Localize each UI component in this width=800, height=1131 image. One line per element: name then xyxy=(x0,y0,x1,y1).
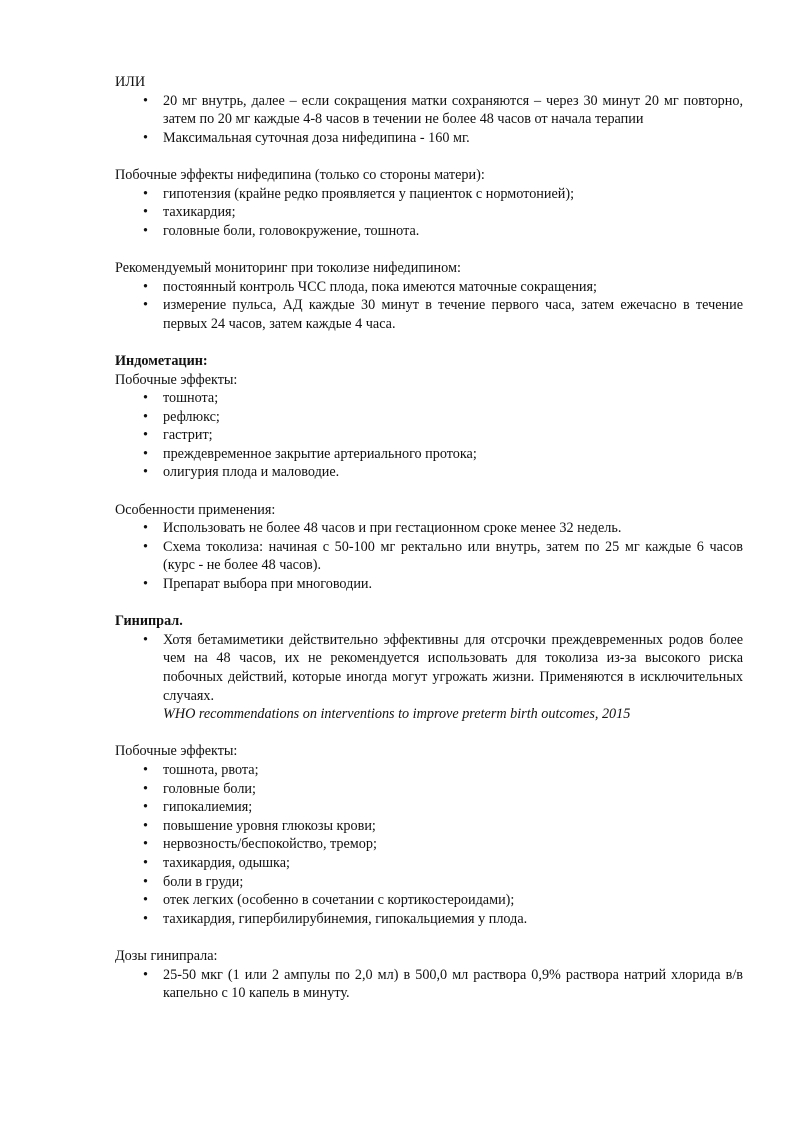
list-item: • преждевременное закрытие артериального протока; xyxy=(143,445,477,462)
bullet-icon: • xyxy=(143,129,148,146)
bullet-icon: • xyxy=(143,966,148,983)
ginipral-doses-heading: Дозы гинипрала: xyxy=(115,947,218,964)
list-item xyxy=(143,631,743,724)
ginipral-note: Хотя бетамиметики действительно эффективны для отсрочки преждевременных родов более чем на 48 часов, их не рекомендуется использовать для токолиза из-за высокого риска побочных действий, которые иногда могут угрожать жизни. Применяются в исключительных случаях. xyxy=(163,631,743,704)
nifedipine-side-effects-list xyxy=(115,185,743,241)
list-item: • 25-50 мкг (1 или 2 ампулы по 2,0 мл) в 500,0 мл раствора 0,9% раствора натрий хлорида в/в капельно с 10 капель в минуту. xyxy=(143,966,743,1002)
list-item: • головные боли, головокружение, тошнота. xyxy=(143,222,420,239)
bullet-icon: • xyxy=(143,817,148,834)
list-item: • тахикардия, гипербилирубинемия, гипокальциемия у плода. xyxy=(143,910,528,927)
bullet-icon: • xyxy=(143,204,148,221)
bullet-icon: • xyxy=(143,408,148,425)
ginipral-side-effects-list xyxy=(115,761,743,928)
indomethacin-title: Индометацин: xyxy=(115,352,208,369)
nifedipine-dosing-list xyxy=(115,92,743,148)
bullet-icon: • xyxy=(143,799,148,816)
list-item: • отек легких (особенно в сочетании с кортикостероидами); xyxy=(143,892,515,909)
bullet-icon: • xyxy=(143,780,148,797)
list-item: • гипотензия (крайне редко проявляется у пациенток с нормотонией); xyxy=(143,185,575,202)
list-item: • постоянный контроль ЧСС плода, пока имеются маточные сокращения; xyxy=(143,278,597,295)
list-item: • тахикардия; xyxy=(143,204,236,221)
ginipral-side-effects-heading: Побочные эффекты: xyxy=(115,743,238,760)
list-item: • тахикардия, одышка; xyxy=(143,854,290,871)
list-item: • рефлюкс; xyxy=(143,408,220,425)
bullet-icon: • xyxy=(143,185,148,202)
list-item: • тошнота; xyxy=(143,390,219,407)
list-item: • головные боли; xyxy=(143,780,256,797)
list-item: • 20 мг внутрь, далее – если сокращения матки сохраняются – через 30 минут 20 мг повторно, затем по 20 мг каждые 4-8 часов в течении не более 48 часов от начала терапии xyxy=(143,92,743,128)
bullet-icon: • xyxy=(143,278,148,295)
bullet-icon: • xyxy=(143,631,148,648)
bullet-icon: • xyxy=(143,445,148,462)
list-item: • олигурия плода и маловодие. xyxy=(143,464,340,481)
nifedipine-monitoring-list xyxy=(115,278,743,334)
who-citation: WHO recommendations on interventions to improve preterm birth outcomes, 2015 xyxy=(163,706,631,723)
ginipral-note-list xyxy=(115,631,743,724)
bullet-icon: • xyxy=(143,836,148,853)
list-item: • тошнота, рвота; xyxy=(143,761,259,778)
bullet-icon: • xyxy=(143,464,148,481)
list-item: • боли в груди; xyxy=(143,873,244,890)
bullet-icon: • xyxy=(143,427,148,444)
list-item: • Схема токолиза: начиная с 50-100 мг ректально или внутрь, затем по 25 мг каждые 6 часов (курс - не более 48 часов). xyxy=(143,538,743,574)
ginipral-doses-list xyxy=(115,966,743,1003)
list-item: • Использовать не более 48 часов и при гестационном сроке менее 32 недель. xyxy=(143,520,622,537)
indomethacin-usage-heading: Особенности применения: xyxy=(115,501,276,518)
bullet-icon: • xyxy=(143,576,148,593)
bullet-icon: • xyxy=(143,854,148,871)
indomethacin-usage-list xyxy=(115,519,743,593)
or-label: ИЛИ xyxy=(115,74,146,90)
bullet-icon: • xyxy=(143,910,148,927)
list-item: • Максимальная суточная доза нифедипина - 160 мг. xyxy=(143,129,470,146)
bullet-icon: • xyxy=(143,761,148,778)
bullet-icon: • xyxy=(143,390,148,407)
list-item: • измерение пульса, АД каждые 30 минут в течение первого часа, затем ежечасно в течение первых 24 часов, затем каждые 4 часа. xyxy=(143,297,743,332)
bullet-icon: • xyxy=(143,538,148,555)
bullet-icon: • xyxy=(143,297,148,314)
list-item: • повышение уровня глюкозы крови; xyxy=(143,817,376,834)
indomethacin-side-effects-list xyxy=(115,389,743,482)
bullet-icon: • xyxy=(143,520,148,537)
list-item: • Препарат выбора при многоводии. xyxy=(143,576,373,593)
bullet-icon: • xyxy=(143,873,148,890)
list-item: • гастрит; xyxy=(143,427,213,444)
nifedipine-monitoring-heading: Рекомендуемый мониторинг при токолизе нифедипином: xyxy=(115,259,461,276)
ginipral-title: Гинипрал. xyxy=(115,613,183,630)
list-item: • гипокалиемия; xyxy=(143,799,253,816)
bullet-icon: • xyxy=(143,892,148,909)
nifedipine-side-effects-heading: Побочные эффекты нифедипина (только со стороны матери): xyxy=(115,166,485,183)
indomethacin-side-effects-heading: Побочные эффекты: xyxy=(115,371,238,388)
bullet-icon: • xyxy=(143,92,148,109)
bullet-icon: • xyxy=(143,222,148,239)
list-item: • нервозность/беспокойство, тремор; xyxy=(143,836,377,853)
